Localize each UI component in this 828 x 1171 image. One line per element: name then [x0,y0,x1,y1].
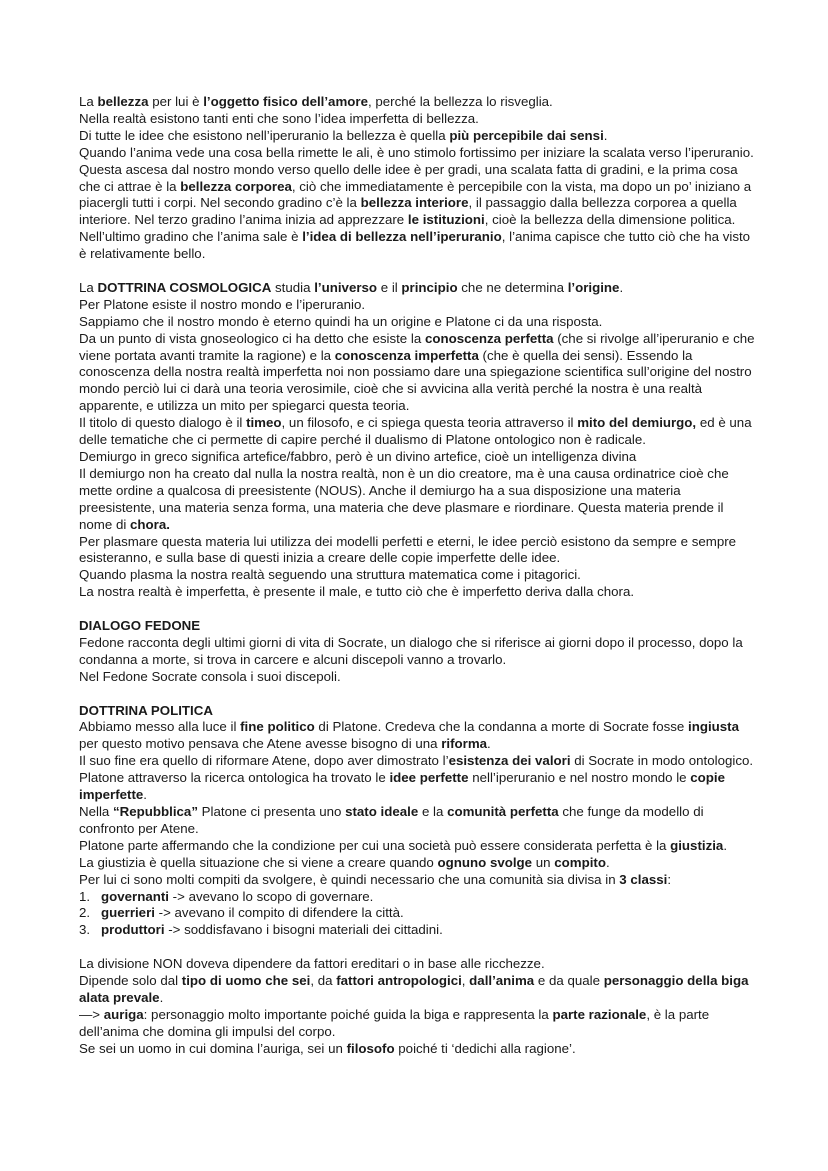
text-run: Da un punto di vista gnoseologico ci ha detto che esiste la [79,330,425,346]
list-number: 3. [79,922,91,938]
bold-text: governanti [101,888,169,904]
paragraph [79,314,759,331]
bold-text: conoscenza perfetta [424,330,554,346]
text-run: Per Platone esiste il nostro mondo e l’iperuranio. [79,296,366,312]
bold-text: conoscenza imperfetta [334,347,479,363]
paragraph [79,855,759,872]
bold-text: parte razionale [552,1006,647,1022]
bold-text: le istituzioni [407,212,485,228]
text-run: studia [271,279,315,295]
text-run: e la [418,804,448,820]
text-run: e il [377,279,402,295]
bold-text: “Repubblica” [113,804,198,820]
bold-text: timeo [246,415,282,431]
text-run: Di tutte le idee che esistono nell’iperuranio la bellezza è quella [79,127,450,143]
text-run: Platone parte affermando che la condizione per cui una società può essere considerata perfetta è la [79,837,671,853]
paragraph [79,280,759,297]
bold-text: bellezza corporea [180,178,292,194]
text-run: La [79,94,98,109]
text-run: Il titolo di questo dialogo è il [79,415,247,431]
paragraph [79,584,759,601]
text-run: Nel Fedone Socrate consola i suoi discepoli. [79,668,341,684]
bold-text: guerrieri [101,905,155,921]
text-run: Quando plasma la nostra realtà seguendo una struttura matematica come i pitagorici. [79,567,581,583]
document-page [79,94,759,1058]
paragraph [79,669,759,686]
paragraph [79,111,759,128]
paragraph [79,719,759,753]
text-run: che funge da modello di confronto per Atene. [79,804,704,836]
bold-text: ingiusta [688,719,739,735]
text-run: -> soddisfavano i bisogni materiali dei cittadini. [164,922,443,938]
paragraph [79,331,759,416]
text-run: —> [79,1006,104,1022]
paragraph [79,973,759,1007]
text-run: , ciò che immediatamente è percepibile con la vista, ma dopo un po’ iniziano a piacergli tutti i corpi. Nel secondo gradino c’è la [79,178,752,211]
paragraph [79,1041,759,1058]
text-run: -> avevano lo scopo di governare. [168,888,374,904]
bold-text: tipo di uomo che sei [181,973,311,989]
text-run: . [605,854,610,870]
paragraph [79,297,759,314]
paragraph [79,635,759,669]
bold-text: più percepibile dai sensi [449,127,604,143]
paragraph-spacer [79,939,759,956]
paragraph [79,1007,759,1041]
paragraph [79,145,759,162]
text-run: nell’iperuranio e nel nostro mondo le [468,770,691,786]
text-run: . [143,787,147,803]
bold-text: 3 classi [619,871,668,887]
text-run: : [667,871,672,887]
paragraph [79,415,759,449]
text-run: La divisione NON doveva dipendere da fattori ereditari o in base alle ricchezze. [79,956,545,972]
bold-text: principio [401,279,458,295]
text-run: di Platone. Credeva che la condanna a morte di Socrate fosse [314,719,689,735]
text-run: La [79,279,98,295]
paragraph [79,753,759,804]
text-run: Se sei un uomo in cui domina l’auriga, sei un [79,1040,347,1056]
text-run: Quando l’anima vede una cosa bella rimette le ali, è uno stimolo fortissimo per iniziare la scalata verso l’iperuranio. [79,144,754,160]
text-run: , il passaggio dalla bellezza corporea a quella interiore. Nel terzo gradino l’anima inizia ad apprezzare [79,195,737,228]
bold-text: l’idea di bellezza nell’iperuranio [302,229,502,245]
paragraph [79,94,759,111]
bold-text: idee perfette [389,770,469,786]
text-run: , l’anima capisce che tutto ciò che ha visto è relativamente bello. [79,229,751,262]
paragraph-spacer [79,601,759,618]
bold-text: l’origine [567,279,620,295]
text-run: Per lui ci sono molti compiti da svolgere, è quindi necessario che una comunità sia divisa in [79,871,620,887]
text-run: per lui è [148,94,204,109]
text-run: , perché la bellezza lo risveglia. [367,94,553,109]
paragraph [79,956,759,973]
bold-text: riforma [441,736,488,752]
bold-text: compito [554,854,606,870]
bold-text: l’oggetto fisico dell’amore [203,94,368,109]
text-run: per questo motivo pensava che Atene avesse bisogno di una [79,736,442,752]
bold-text: personaggio della biga alata prevale [79,973,749,1005]
classes-list [79,889,759,940]
text-run: Demiurgo in greco significa artefice/fabbro, però è un divino artefice, cioè un intelligenza divina [79,449,637,465]
text-run: Per plasmare questa materia lui utilizza dei modelli perfetti e eterni, le idee perciò esistono da sempre e sempre esisteranno, e sulla base di questi inizia a creare delle copie imperfette delle idee. [79,533,737,566]
text-run: che ne determina [457,279,568,295]
list-number: 1. [79,888,91,904]
text-run: ed è una delle tematiche che ci permette di capire perché il dualismo di Platone ontologico non è radicale. [79,415,752,448]
text-run: , da [310,973,337,989]
paragraph [79,804,759,838]
list-item [79,922,759,939]
bold-text: fattori antropologici [336,973,462,989]
paragraph-spacer [79,686,759,703]
text-run: . [619,279,624,295]
bold-text: bellezza [97,94,149,109]
text-run: , è la parte dell’anima che domina gli impulsi del corpo. [79,1006,710,1039]
text-run: un [532,854,555,870]
text-run: Fedone racconta degli ultimi giorni di vita di Socrate, un dialogo che si riferisce ai giorni dopo il processo, dopo la condanna a morte, si trova in carcere e alcuni discepoli vanno a trovarlo. [79,634,743,667]
list-item [79,889,759,906]
bold-text: copie imperfette [79,770,725,803]
paragraph [79,466,759,534]
text-run: -> avevano il compito di difendere la città. [154,905,404,921]
text-run: (che è quella dei sensi). Essendo la conoscenza della nostra realtà imperfetta noi non possiamo dare una spiegazione scientifica sull’origine del nostro mondo perciò lui ci darà una teoria verosimile, cioè che si avvicina alla verità perché la nostra è una realtà apparente, e utilizza un mito per spiegarci questa teoria. [79,347,752,414]
paragraph [79,162,759,263]
text-run: Sappiamo che il nostro mondo è eterno quindi ha un origine e Platone ci da una risposta. [79,313,603,329]
bold-text: ognuno svolge [437,854,533,870]
text-run: Abbiamo messo alla luce il [79,719,241,735]
bold-text: bellezza interiore [360,195,469,211]
list-item [79,905,759,922]
bold-text: DOTTRINA COSMOLOGICA [97,279,272,295]
text-run: : personaggio molto importante poiché guida la biga e rappresenta la [143,1006,553,1022]
bold-text: chora. [130,516,170,532]
bold-text: l’universo [314,279,378,295]
paragraph [79,128,759,145]
text-run: Questa ascesa dal nostro mondo verso quello delle idee è per gradi, una scalata fatta di gradini, e la prima cosa che ci attrae è la [79,161,738,194]
bold-text: fine politico [240,719,315,735]
bold-text: giustizia [670,837,724,853]
bold-text: dall’anima [469,973,535,989]
paragraph [79,449,759,466]
text-run: La nostra realtà è imperfetta, è presente il male, e tutto ciò che è imperfetto deriva dalla chora. [79,584,635,600]
bold-text: stato ideale [345,804,419,820]
text-run: , cioè la bellezza della dimensione politica. Nell’ultimo gradino che l’anima sale è [79,212,736,245]
bold-text: filosofo [346,1040,395,1056]
paragraph [79,534,759,568]
bold-text: produttori [101,922,165,938]
section-heading [79,618,759,635]
text-run: (che si rivolge all’iperuranio e che viene portata avanti tramite la ragione) e la [79,330,755,363]
text-run: La giustizia è quella situazione che si viene a creare quando [79,854,438,870]
text-run: e da quale [534,973,604,989]
text-run: poiché ti ‘dedichi alla ragione’. [394,1040,576,1056]
bold-text: DIALOGO FEDONE [79,618,201,634]
bold-text: auriga [103,1006,144,1022]
text-run: Il demiurgo non ha creato dal nulla la nostra realtà, non è un dio creatore, ma è una causa ordinatrice cioè che mette ordine a qualcosa di preesistente (NOUS). Anche il demiurgo ha a sua disposizione una materia preesistente, una materia senza forma, una materia che deve plasmare e riordinare. Questa materia prende il nome di [79,465,729,532]
paragraph-spacer [79,263,759,280]
paragraph [79,838,759,855]
text-run: . [603,127,608,143]
text-run: . [723,837,728,853]
paragraph [79,872,759,889]
list-number: 2. [79,905,91,921]
text-run: Nella [79,804,113,820]
text-run: . [159,989,164,1005]
text-run: Dipende solo dal [79,973,182,989]
bold-text: mito del demiurgo, [577,415,697,431]
section-heading [79,703,759,720]
bold-text: esistenza dei valori [448,753,571,769]
text-run: Nella realtà esistono tanti enti che sono l’idea imperfetta di bellezza. [79,110,479,126]
bold-text: DOTTRINA POLITICA [79,702,213,718]
text-run: Il suo fine era quello di riformare Atene, dopo aver dimostrato l’ [79,753,449,769]
bold-text: comunità perfetta [447,804,559,820]
text-run: , [461,973,470,989]
text-run: . [487,736,491,752]
text-run: Platone ci presenta uno [197,804,346,820]
paragraph [79,567,759,584]
text-run: , un filosofo, e ci spiega questa teoria attraverso il [281,415,578,431]
text-run: di Socrate in modo ontologico. Platone attraverso la ricerca ontologica ha trovato le [79,753,754,786]
